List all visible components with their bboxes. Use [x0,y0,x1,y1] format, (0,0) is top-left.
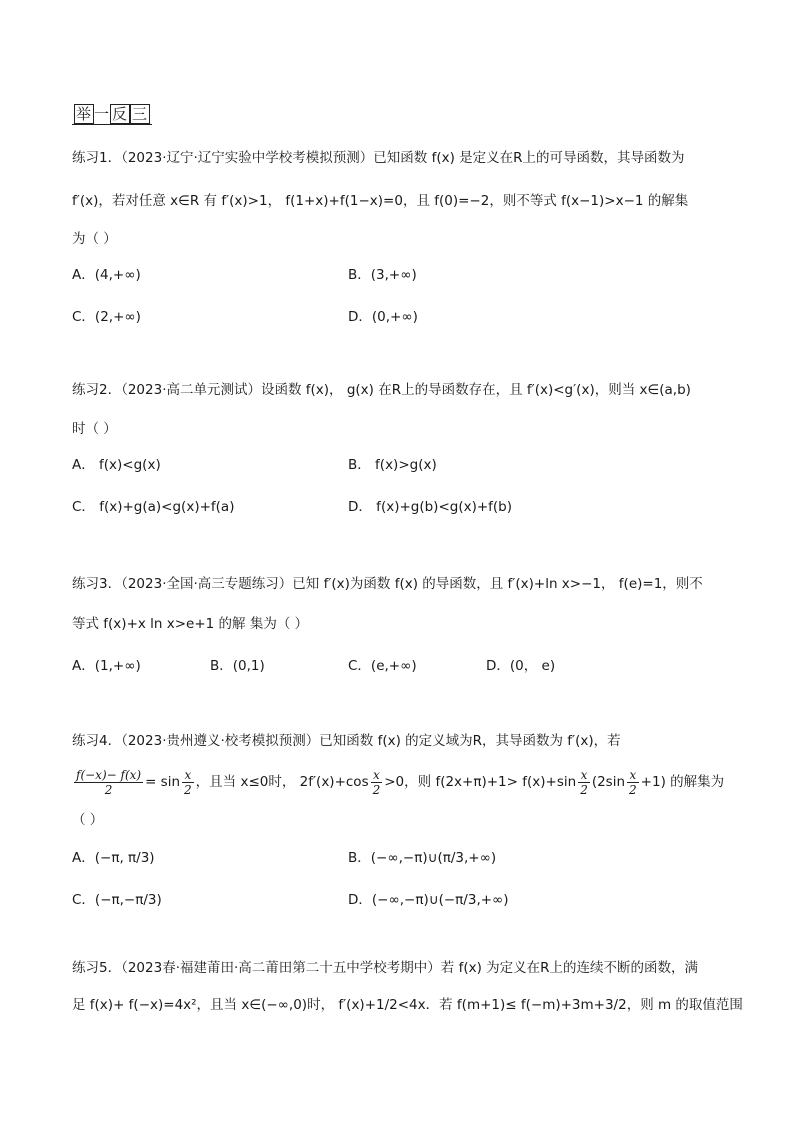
q2-option-a: A． f(x)<g(x) [72,457,161,473]
section-title-char-2: 一 [94,105,111,123]
section-title-char-1: 举 [76,105,93,123]
q4-fraction-4 [578,768,590,797]
q3-option-d: D．(0， e) [486,658,556,674]
q4-fraction-5-numerator: x [627,768,639,783]
q3-option-c: C．(e,+∞) [348,658,417,674]
q1-option-b: B．(3,+∞) [348,267,417,283]
q4-fraction-3-denominator: 2 [372,782,381,797]
q3-stem-line-2: 等式 f(x)+x ln x>e+1 的解 集为（ ） [72,616,309,632]
q4-fraction-1-denominator: 2 [104,782,113,797]
q4-fraction-5-denominator: 2 [629,782,637,797]
q4-fraction-5 [627,768,639,797]
q4-fraction-3-numerator: x [371,768,383,783]
q4-option-c: C．(−π,−π/3) [72,892,162,908]
q2-stem-line-2: 时（ ） [72,421,117,437]
q1-option-c: C．(2,+∞) [72,309,141,325]
q4-text-mid3: (2sin [591,774,626,790]
q4-text-end: +1) 的解集为 [640,774,725,790]
q2-option-c: C． f(x)+g(a)<g(x)+f(a) [72,499,235,515]
q3-stem-line-1: 练习3．（2023·全国·高三专题练习）已知 f′(x)为函数 f(x) 的导函数，且 f′(x)+ln x>−1， f(e)=1，则不 [72,576,703,592]
q2-option-b: B． f(x)>g(x) [348,457,437,473]
q5-stem-line-1: 练习5．（2023春·福建莆田·高二莆田第二十五中学校考期中）若 f(x) 为定义在R上的连续不断的函数，满 [72,960,699,976]
q4-stem-line-2 [72,764,724,800]
q4-text-mid1: ，且当 x≤0时， 2f′(x)+cos [195,774,369,790]
q4-fraction-1-numerator: f(−x)− f(x) [76,767,142,782]
q4-fraction-2 [182,768,194,797]
q1-option-a: A．(4,+∞) [72,267,141,283]
q5-stem-line-2: 足 f(x)+ f(−x)=4x²，且当 x∈(−∞,0)时， f′(x)+1/2<4x．若 f(m+1)≤ f(−m)+3m+3/2，则 m 的取值范围 [72,997,743,1013]
q4-fraction-3 [371,768,383,797]
q2-option-d: D． f(x)+g(b)<g(x)+f(b) [348,499,513,515]
q2-stem-line-1: 练习2．（2023·高二单元测试）设函数 f(x)， g(x) 在R上的导函数存在，且 f′(x)<g′(x)，则当 x∈(a,b) [72,382,691,398]
q4-fraction-4-numerator: x [578,768,590,783]
q1-option-d: D．(0,+∞) [348,309,418,325]
q4-option-a: A．(−π, π/3) [72,850,155,866]
q3-option-b: B．(0,1) [210,658,265,674]
q4-stem-line-3: （ ） [72,812,104,828]
q4-fraction-4-denominator: 2 [580,782,588,797]
q4-text-mid2: >0，则 f(2x+π)+1> f(x)+sin [384,774,577,790]
q1-stem-line-2: f′(x)，若对任意 x∈R 有 f′(x)>1， f(1+x)+f(1−x)=0，且 f(0)=−2，则不等式 f(x−1)>x−1 的解集 [72,193,689,209]
q4-fraction-1 [74,768,143,797]
q4-text-eq1: = sin [145,774,181,790]
q4-fraction-2-denominator: 2 [184,782,192,797]
q1-stem-line-3: 为（ ） [72,231,117,247]
section-title-char-3: 反 [112,105,129,123]
q4-option-b: B．(−∞,−π)∪(π/3,+∞) [348,850,497,866]
q1-stem-line-1: 练习1．（2023·辽宁·辽宁实验中学校考模拟预测）已知函数 f(x) 是定义在R上的可导函数，其导函数为 [72,150,685,166]
q4-fraction-2-numerator: x [182,768,194,783]
section-title-char-4: 三 [132,105,149,123]
section-title [72,104,152,125]
q3-option-a: A．(1,+∞) [72,658,141,674]
q4-option-d: D．(−∞,−π)∪(−π/3,+∞) [348,892,509,908]
q4-stem-line-1: 练习4．（2023·贵州遵义·校考模拟预测）已知函数 f(x) 的定义域为R，其导函数为 f′(x)，若 [72,733,621,749]
